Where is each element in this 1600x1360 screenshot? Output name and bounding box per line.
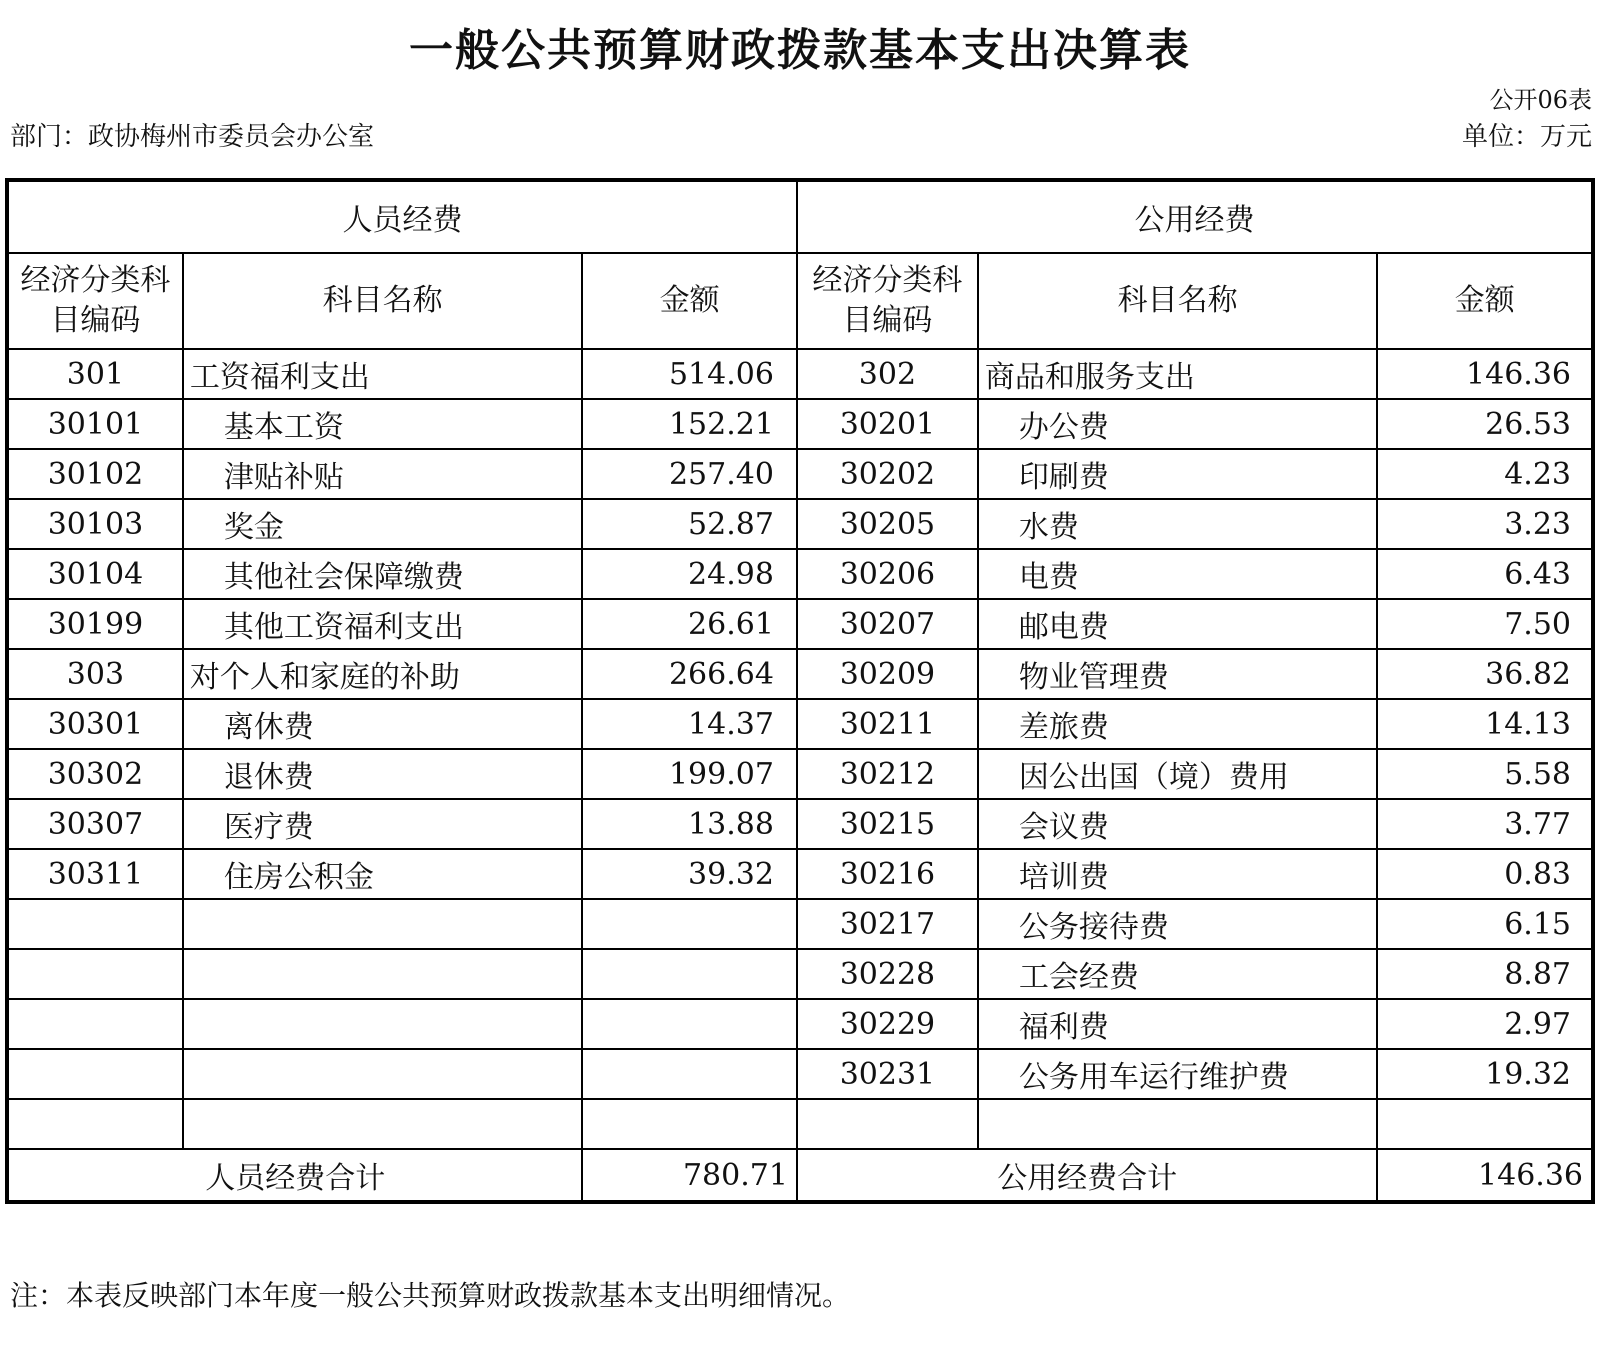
- personnel-header: 人员经费: [7, 180, 797, 253]
- public-name-cell: 公务用车运行维护费: [978, 1049, 1378, 1099]
- public-name-cell: 物业管理费: [978, 649, 1378, 699]
- personnel-name-cell: 工资福利支出: [183, 349, 583, 399]
- public-amount-cell: 8.87: [1377, 949, 1593, 999]
- personnel-name-cell: 津贴补贴: [183, 449, 583, 499]
- personnel-code-cell: 301: [7, 349, 183, 399]
- public-amount-header: 金额: [1377, 253, 1593, 349]
- public-amount-cell: 146.36: [1377, 349, 1593, 399]
- public-code-cell: 30231: [797, 1049, 978, 1099]
- public-amount-cell: 6.15: [1377, 899, 1593, 949]
- public-code-cell: 30211: [797, 699, 978, 749]
- public-name-cell: 办公费: [978, 399, 1378, 449]
- table-row: [7, 949, 1593, 999]
- public-amount-cell: 26.53: [1377, 399, 1593, 449]
- public-amount-cell: 6.43: [1377, 549, 1593, 599]
- public-name-cell: 工会经费: [978, 949, 1378, 999]
- public-amount-cell: [1377, 1099, 1593, 1149]
- public-amount-cell: 4.23: [1377, 449, 1593, 499]
- personnel-name-cell: [183, 949, 583, 999]
- public-amount-cell: 5.58: [1377, 749, 1593, 799]
- personnel-name-cell: [183, 1049, 583, 1099]
- personnel-amount-cell: 514.06: [582, 349, 797, 399]
- public-amount-cell: 19.32: [1377, 1049, 1593, 1099]
- table-row: [7, 399, 1593, 449]
- personnel-name-cell: 对个人和家庭的补助: [183, 649, 583, 699]
- public-name-cell: 电费: [978, 549, 1378, 599]
- table-row: [7, 499, 1593, 549]
- public-code-cell: [797, 1099, 978, 1149]
- public-code-cell: 302: [797, 349, 978, 399]
- personnel-name-cell: [183, 999, 583, 1049]
- personnel-amount-cell: 152.21: [582, 399, 797, 449]
- group-header-row: [7, 180, 1593, 253]
- personnel-amount-cell: [582, 1049, 797, 1099]
- personnel-amount-cell: [582, 899, 797, 949]
- personnel-name-cell: 其他社会保障缴费: [183, 549, 583, 599]
- personnel-name-cell: 其他工资福利支出: [183, 599, 583, 649]
- public-code-cell: 30229: [797, 999, 978, 1049]
- public-name-cell: 水费: [978, 499, 1378, 549]
- form-number: 公开06表: [1489, 86, 1592, 114]
- unit-label: 单位：万元: [1461, 122, 1592, 152]
- department-label: 部门：政协梅州市委员会办公室: [10, 122, 375, 152]
- public-code-cell: 30209: [797, 649, 978, 699]
- personnel-code-cell: 30104: [7, 549, 183, 599]
- personnel-code-cell: 303: [7, 649, 183, 699]
- footnote: 注：本表反映部门本年度一般公共预算财政拨款基本支出明细情况。: [10, 1279, 851, 1312]
- table-row: [7, 749, 1593, 799]
- personnel-name-cell: 奖金: [183, 499, 583, 549]
- public-header: 公用经费: [797, 180, 1593, 253]
- public-name-cell: 因公出国（境）费用: [978, 749, 1378, 799]
- public-total-amount: 146.36: [1377, 1149, 1593, 1202]
- personnel-amount-cell: 24.98: [582, 549, 797, 599]
- personnel-amount-cell: 257.40: [582, 449, 797, 499]
- table-row: [7, 599, 1593, 649]
- public-code-cell: 30202: [797, 449, 978, 499]
- public-amount-cell: 3.77: [1377, 799, 1593, 849]
- personnel-name-cell: 基本工资: [183, 399, 583, 449]
- public-name-cell: 商品和服务支出: [978, 349, 1378, 399]
- personnel-name-cell: 离休费: [183, 699, 583, 749]
- public-code-cell: 30206: [797, 549, 978, 599]
- personnel-code-cell: [7, 899, 183, 949]
- public-name-cell: 差旅费: [978, 699, 1378, 749]
- personnel-code-cell: 30103: [7, 499, 183, 549]
- personnel-total-amount: 780.71: [582, 1149, 797, 1202]
- personnel-amount-cell: 52.87: [582, 499, 797, 549]
- personnel-code-cell: 30101: [7, 399, 183, 449]
- personnel-name-header: 科目名称: [183, 253, 583, 349]
- public-amount-cell: 2.97: [1377, 999, 1593, 1049]
- public-code-cell: 30212: [797, 749, 978, 799]
- table-row: [7, 999, 1593, 1049]
- table-row: [7, 349, 1593, 399]
- personnel-amount-cell: [582, 999, 797, 1049]
- personnel-code-cell: 30301: [7, 699, 183, 749]
- table-row: [7, 799, 1593, 849]
- public-code-cell: 30205: [797, 499, 978, 549]
- table-row: [7, 549, 1593, 599]
- personnel-code-header: 经济分类科目编码: [7, 253, 183, 349]
- personnel-amount-cell: 26.61: [582, 599, 797, 649]
- table-row: [7, 899, 1593, 949]
- personnel-amount-cell: 13.88: [582, 799, 797, 849]
- personnel-name-cell: [183, 899, 583, 949]
- personnel-amount-cell: 199.07: [582, 749, 797, 799]
- public-name-header: 科目名称: [978, 253, 1378, 349]
- table-row: [7, 449, 1593, 499]
- personnel-code-cell: 30311: [7, 849, 183, 899]
- personnel-code-cell: 30302: [7, 749, 183, 799]
- public-amount-cell: 7.50: [1377, 599, 1593, 649]
- personnel-code-cell: 30102: [7, 449, 183, 499]
- personnel-code-cell: [7, 1049, 183, 1099]
- personnel-amount-cell: 14.37: [582, 699, 797, 749]
- public-amount-cell: 3.23: [1377, 499, 1593, 549]
- personnel-amount-header: 金额: [582, 253, 797, 349]
- public-total-label: 公用经费合计: [797, 1149, 1378, 1202]
- column-header-row: [7, 253, 1593, 349]
- public-code-cell: 30215: [797, 799, 978, 849]
- public-code-cell: 30201: [797, 399, 978, 449]
- total-row: [7, 1149, 1593, 1202]
- public-name-cell: 邮电费: [978, 599, 1378, 649]
- public-name-cell: 培训费: [978, 849, 1378, 899]
- public-name-cell: 福利费: [978, 999, 1378, 1049]
- table-row: [7, 1049, 1593, 1099]
- table-row: [7, 1099, 1593, 1149]
- personnel-total-label: 人员经费合计: [7, 1149, 582, 1202]
- public-name-cell: 公务接待费: [978, 899, 1378, 949]
- table-row: [7, 849, 1593, 899]
- personnel-name-cell: 退休费: [183, 749, 583, 799]
- table-row: [7, 649, 1593, 699]
- table-row: [7, 699, 1593, 749]
- personnel-amount-cell: [582, 1099, 797, 1149]
- personnel-code-cell: [7, 1099, 183, 1149]
- public-amount-cell: 36.82: [1377, 649, 1593, 699]
- personnel-code-cell: [7, 949, 183, 999]
- public-amount-cell: 14.13: [1377, 699, 1593, 749]
- public-name-cell: 印刷费: [978, 449, 1378, 499]
- budget-table: [5, 178, 1595, 1204]
- personnel-amount-cell: 39.32: [582, 849, 797, 899]
- personnel-code-cell: 30199: [7, 599, 183, 649]
- personnel-amount-cell: [582, 949, 797, 999]
- public-code-cell: 30217: [797, 899, 978, 949]
- public-code-cell: 30216: [797, 849, 978, 899]
- personnel-code-cell: [7, 999, 183, 1049]
- public-code-cell: 30207: [797, 599, 978, 649]
- personnel-amount-cell: 266.64: [582, 649, 797, 699]
- page-title: 一般公共预算财政拨款基本支出决算表: [409, 25, 1191, 76]
- public-code-cell: 30228: [797, 949, 978, 999]
- public-code-header: 经济分类科目编码: [797, 253, 978, 349]
- personnel-name-cell: 医疗费: [183, 799, 583, 849]
- personnel-name-cell: [183, 1099, 583, 1149]
- public-name-cell: [978, 1099, 1378, 1149]
- public-name-cell: 会议费: [978, 799, 1378, 849]
- personnel-code-cell: 30307: [7, 799, 183, 849]
- public-amount-cell: 0.83: [1377, 849, 1593, 899]
- personnel-name-cell: 住房公积金: [183, 849, 583, 899]
